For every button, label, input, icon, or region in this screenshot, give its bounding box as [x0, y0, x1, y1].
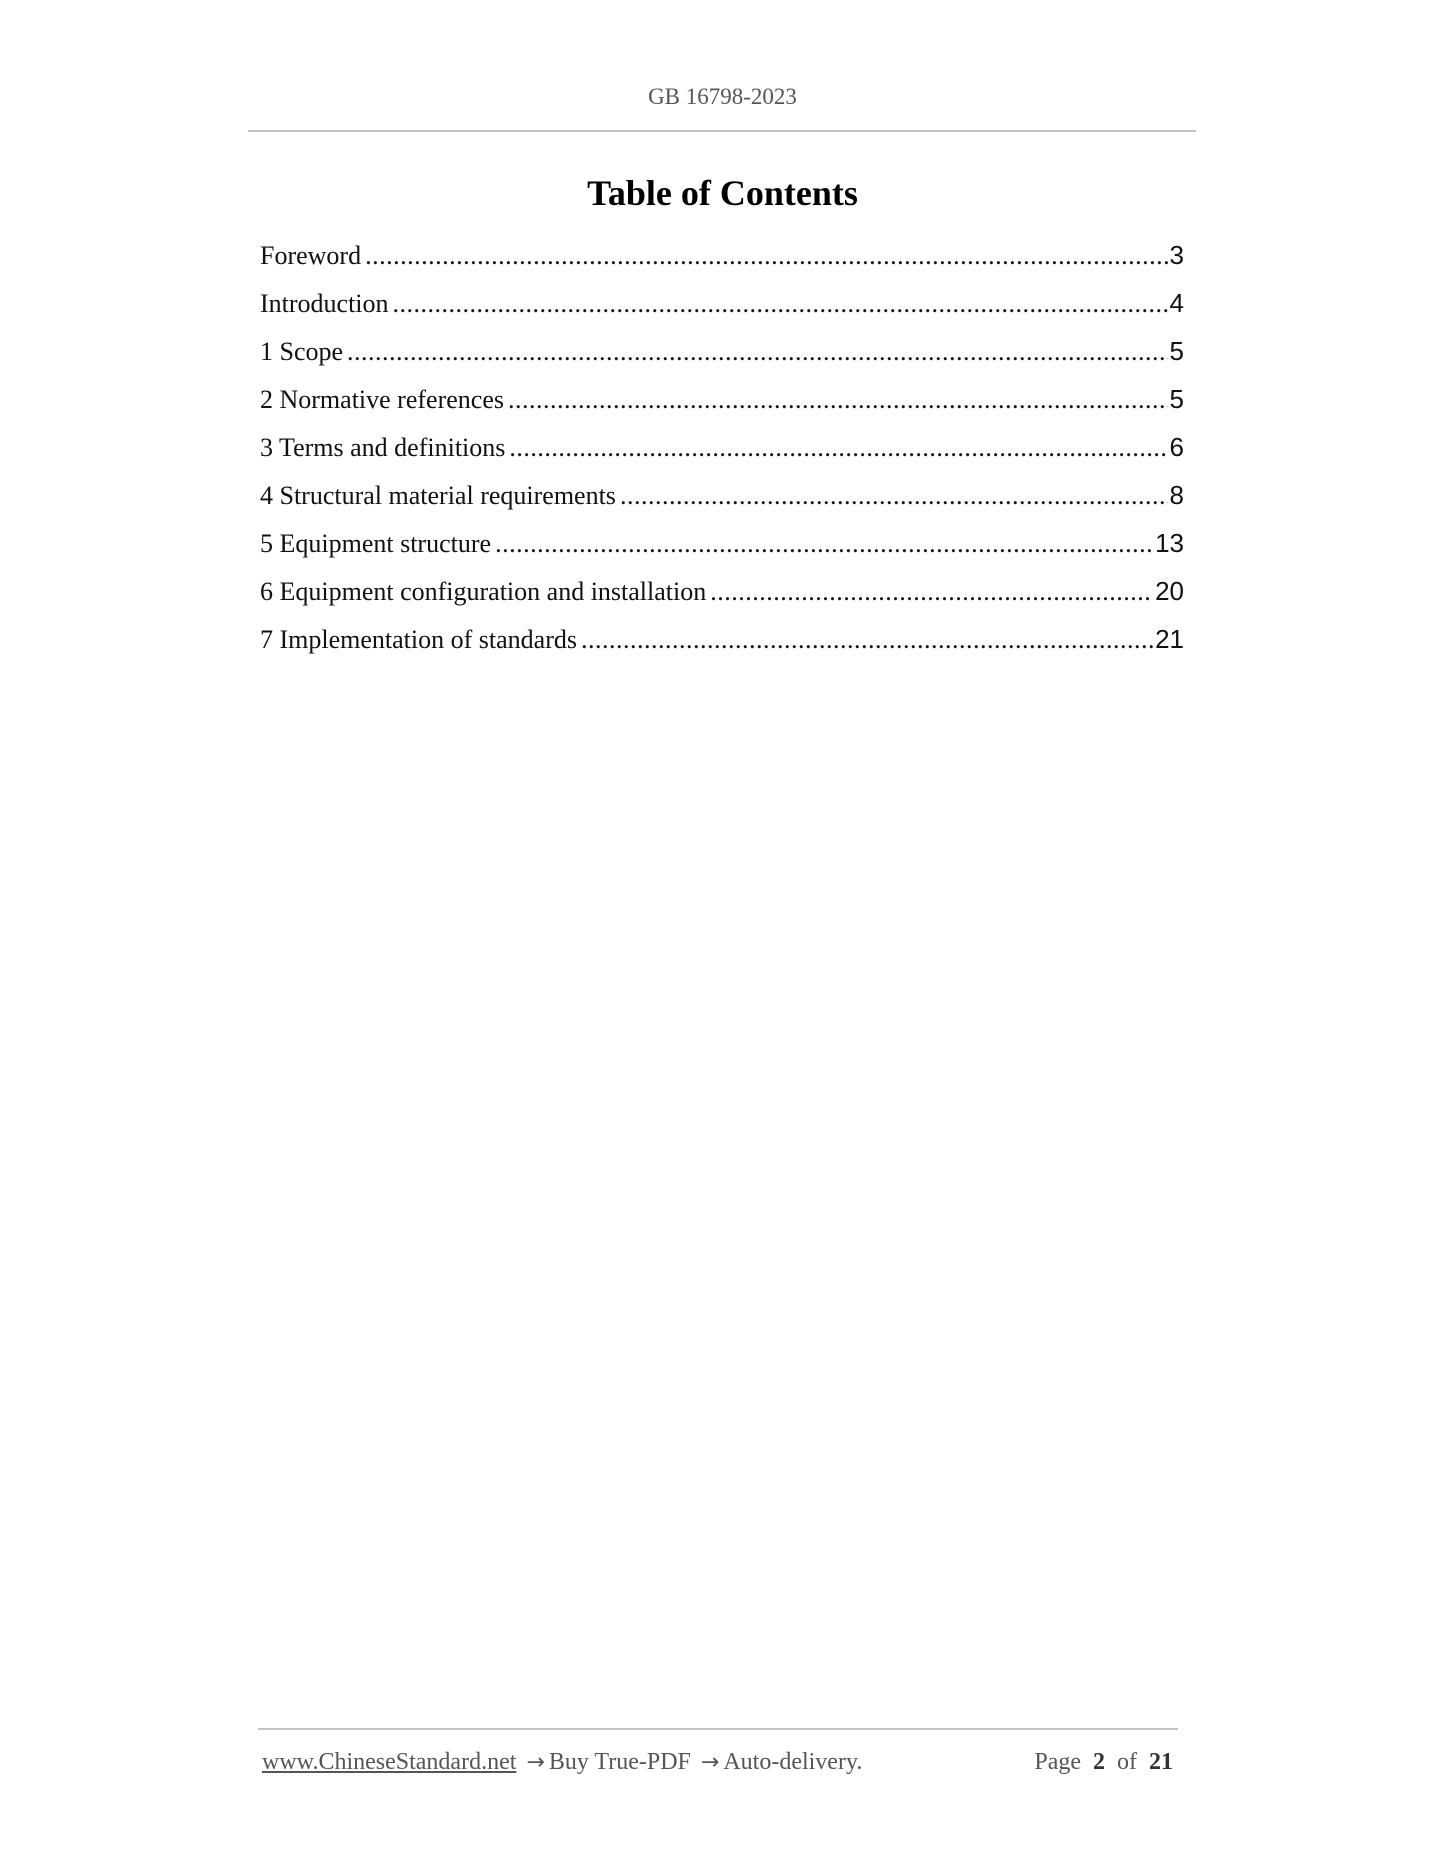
toc-entry-label: Introduction	[260, 289, 389, 318]
toc-dot-leader	[620, 481, 1168, 511]
page-header: GB 16798-2023	[648, 84, 797, 109]
toc-entry-page: 5	[1169, 384, 1184, 414]
toc-entry-page: 3	[1169, 240, 1184, 270]
toc-entry-implementation-of-standards[interactable]	[260, 624, 1184, 672]
toc-entry-page: 13	[1155, 528, 1184, 558]
toc-entry-label: 5 Equipment structure	[260, 529, 492, 558]
toc-entry-page: 4	[1169, 288, 1184, 318]
toc-entry-label: 6 Equipment configuration and installation	[260, 577, 707, 606]
toc-dot-leader	[508, 385, 1168, 415]
of-word: of	[1117, 1749, 1137, 1775]
toc-entry-normative-references[interactable]	[260, 384, 1184, 432]
toc-entry-page: 21	[1155, 624, 1184, 654]
toc-entry-label: 4 Structural material requirements	[260, 481, 616, 510]
toc-entry-scope[interactable]	[260, 336, 1184, 384]
toc-dot-leader	[710, 577, 1153, 607]
toc-dot-leader	[347, 337, 1167, 367]
page-word: Page	[1034, 1749, 1081, 1775]
right-arrow-icon: →	[526, 1750, 545, 1775]
toc-dot-leader	[393, 289, 1168, 319]
toc-entry-label: 2 Normative references	[260, 385, 504, 414]
toc-entry-page: 6	[1169, 432, 1184, 462]
toc-entry-introduction[interactable]	[260, 288, 1184, 336]
footer-divider	[258, 1728, 1178, 1730]
toc-entry-label: 3 Terms and definitions	[260, 433, 506, 462]
header-divider	[248, 130, 1196, 132]
toc-entry-terms-and-definitions[interactable]	[260, 432, 1184, 480]
toc-entry-foreword[interactable]	[260, 240, 1184, 288]
toc-entry-equipment-configuration[interactable]	[260, 576, 1184, 624]
toc-entry-page: 5	[1169, 336, 1184, 366]
toc-title: Table of Contents	[587, 173, 858, 213]
footer-promo	[262, 1749, 862, 1776]
toc-entry-label: 7 Implementation of standards	[260, 625, 577, 654]
toc-entry-label: Foreword	[260, 241, 362, 270]
footer-step-buy: Buy True-PDF	[548, 1749, 691, 1775]
current-page: 2	[1093, 1749, 1105, 1775]
toc-dot-leader	[365, 241, 1167, 271]
toc-dot-leader	[509, 433, 1167, 463]
toc-dot-leader	[495, 529, 1153, 559]
toc-entry-label: 1 Scope	[260, 337, 344, 366]
right-arrow-icon: →	[700, 1750, 720, 1775]
toc-entry-equipment-structure[interactable]	[260, 528, 1184, 576]
toc-dot-leader	[581, 625, 1153, 655]
toc-entry-page: 20	[1155, 576, 1184, 606]
toc-entry-structural-material-requirements[interactable]	[260, 480, 1184, 528]
site-link[interactable]: www.ChineseStandard.net	[262, 1749, 517, 1775]
page-number	[1034, 1749, 1173, 1776]
toc-list	[260, 240, 1184, 672]
toc-entry-page: 8	[1169, 480, 1184, 510]
footer-step-delivery: Auto-delivery.	[723, 1749, 863, 1775]
total-pages: 21	[1149, 1749, 1173, 1775]
